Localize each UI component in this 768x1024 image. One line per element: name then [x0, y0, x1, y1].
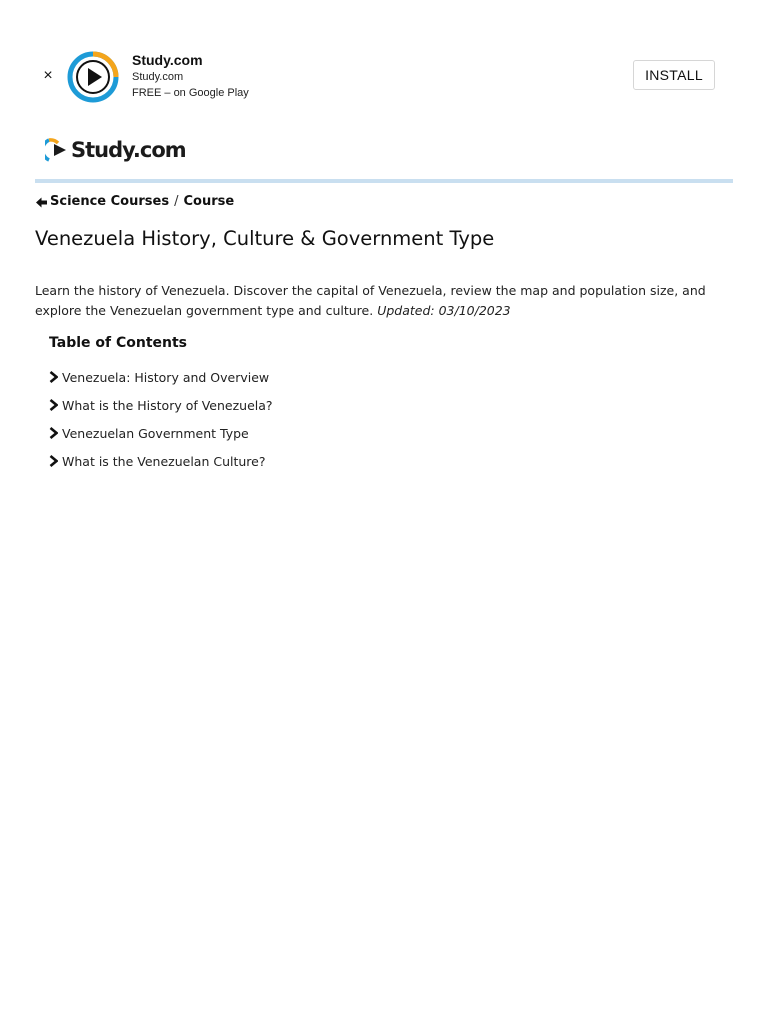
banner-app-info — [132, 52, 249, 101]
banner-app-publisher: Study.com — [132, 71, 184, 83]
study-play-logo-icon — [45, 137, 69, 163]
chevron-right-icon — [49, 399, 58, 411]
updated-date: Updated: 03/10/2023 — [377, 303, 511, 318]
toc-heading: Table of Contents — [49, 335, 188, 351]
toc-link[interactable]: Venezuela: History and Overview — [62, 369, 270, 385]
chevron-right-icon — [49, 427, 58, 439]
toc-item[interactable] — [49, 419, 273, 447]
site-logo-text: Study.com — [71, 138, 186, 162]
toc-link[interactable]: Venezuelan Government Type — [62, 425, 249, 441]
toc-list — [49, 363, 273, 475]
breadcrumb-science-courses[interactable]: Science Courses — [50, 194, 170, 209]
toc-link[interactable]: What is the Venezuelan Culture? — [62, 453, 266, 469]
page-title: Venezuela History, Culture & Government Type — [35, 227, 495, 250]
close-icon[interactable]: × — [43, 67, 53, 84]
table-of-contents — [49, 333, 273, 475]
toc-item[interactable] — [49, 391, 273, 419]
breadcrumb-course[interactable]: Course — [183, 194, 235, 209]
breadcrumb — [35, 193, 234, 211]
app-install-banner — [0, 40, 768, 112]
toc-item[interactable] — [49, 363, 273, 391]
chevron-right-icon — [49, 455, 58, 467]
header-divider — [35, 179, 733, 183]
site-logo[interactable] — [45, 135, 186, 165]
banner-app-title: Study.com — [132, 52, 203, 68]
breadcrumb-separator: / — [174, 194, 179, 209]
article-description — [35, 281, 715, 321]
toc-link[interactable]: What is the History of Venezuela? — [62, 397, 273, 413]
description-text: Learn the history of Venezuela. Discover the capital of Venezuela, review the map and population size, and explore the Venezuelan government type and culture. — [35, 283, 706, 318]
arrow-left-icon[interactable] — [35, 196, 48, 209]
study-play-icon — [67, 51, 119, 103]
toc-item[interactable] — [49, 447, 273, 475]
chevron-right-icon — [49, 371, 58, 383]
install-button[interactable]: INSTALL — [633, 60, 715, 90]
banner-store-line: FREE – on Google Play — [132, 87, 249, 99]
